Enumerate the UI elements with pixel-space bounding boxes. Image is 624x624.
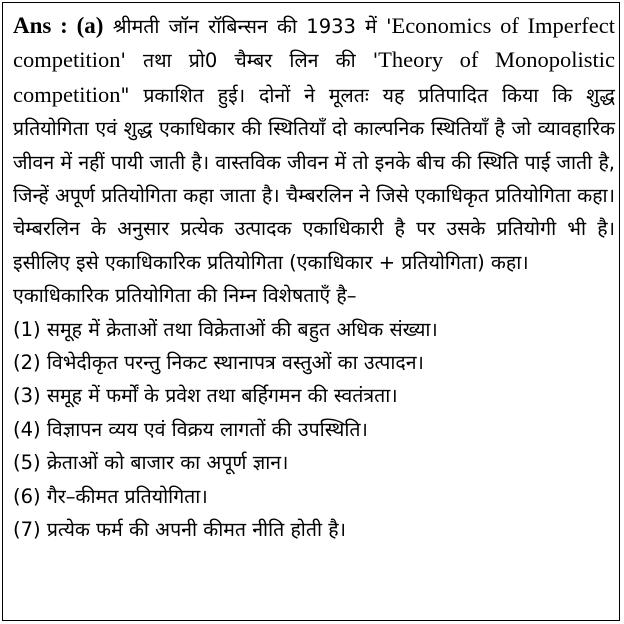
answer-text	[13, 9, 615, 547]
answer-intro-1: श्रीमती जॉन रॉबिन्सन की 1933 में '	[103, 15, 392, 38]
feature-item-2: (2) विभेदीकृत परन्तु निकट स्थानापत्र वस्तुओं का उत्पादन।	[13, 351, 424, 375]
book-title-2: Theory of Monopolistic competition	[13, 47, 615, 107]
features-heading: एकाधिकारिक प्रतियोगिता की निम्न विशेषताएँ है–	[13, 284, 357, 308]
feature-item-7: (7) प्रत्येक फर्म की अपनी कीमत नीति होती है।	[13, 518, 346, 542]
answer-body: " प्रकाशित हुई। दोनों ने मूलतः यह प्रतिपादित किया कि शुद्ध प्रतियोगिता एवं शुद्ध एकाधिकार की स्थितियाँ दो काल्पनिक स्थितियाँ है जो व्यावहारिक जीवन में नहीं पायी जाती है। वास्तविक जीवन में तो इनके बीच की स्थिति पाई जाती है, जिन्हें अपूर्ण प्रतियोगिता कहा जाता है। चैम्बरलिन ने जिसे एकाधिकृत प्रतियोगिता कहा। चेम्बरलिन के अनुसार प्रत्येक उत्पादक एकाधिकारी है पर उसके प्रतियोगी भी है। इसीलिए इसे एकाधिकारिक प्रतियोगिता (एकाधिकार + प्रतियोगिता) कहा।	[13, 83, 615, 274]
book-title-1: Economics of Imperfect competition	[13, 13, 615, 73]
feature-item-6: (6) गैर–कीमत प्रतियोगिता।	[13, 484, 208, 508]
answer-label: Ans : (a)	[13, 13, 104, 38]
feature-item-1: (1) समूह में क्रेताओं तथा विक्रेताओं की बहुत अधिक संख्या।	[13, 317, 438, 341]
feature-item-4: (4) विज्ञापन व्यय एवं विक्रय लागतों की उपस्थिति।	[13, 417, 368, 441]
feature-item-5: (5) क्रेताओं को बाजार का अपूर्ण ज्ञान।	[13, 451, 289, 475]
feature-item-3: (3) समूह में फर्मों के प्रवेश तथा बर्हिगमन की स्वतंत्रता।	[13, 384, 398, 408]
answer-intro-2: ' तथा प्रो0 चैम्बर लिन की '	[120, 49, 379, 73]
answer-box	[2, 2, 620, 621]
